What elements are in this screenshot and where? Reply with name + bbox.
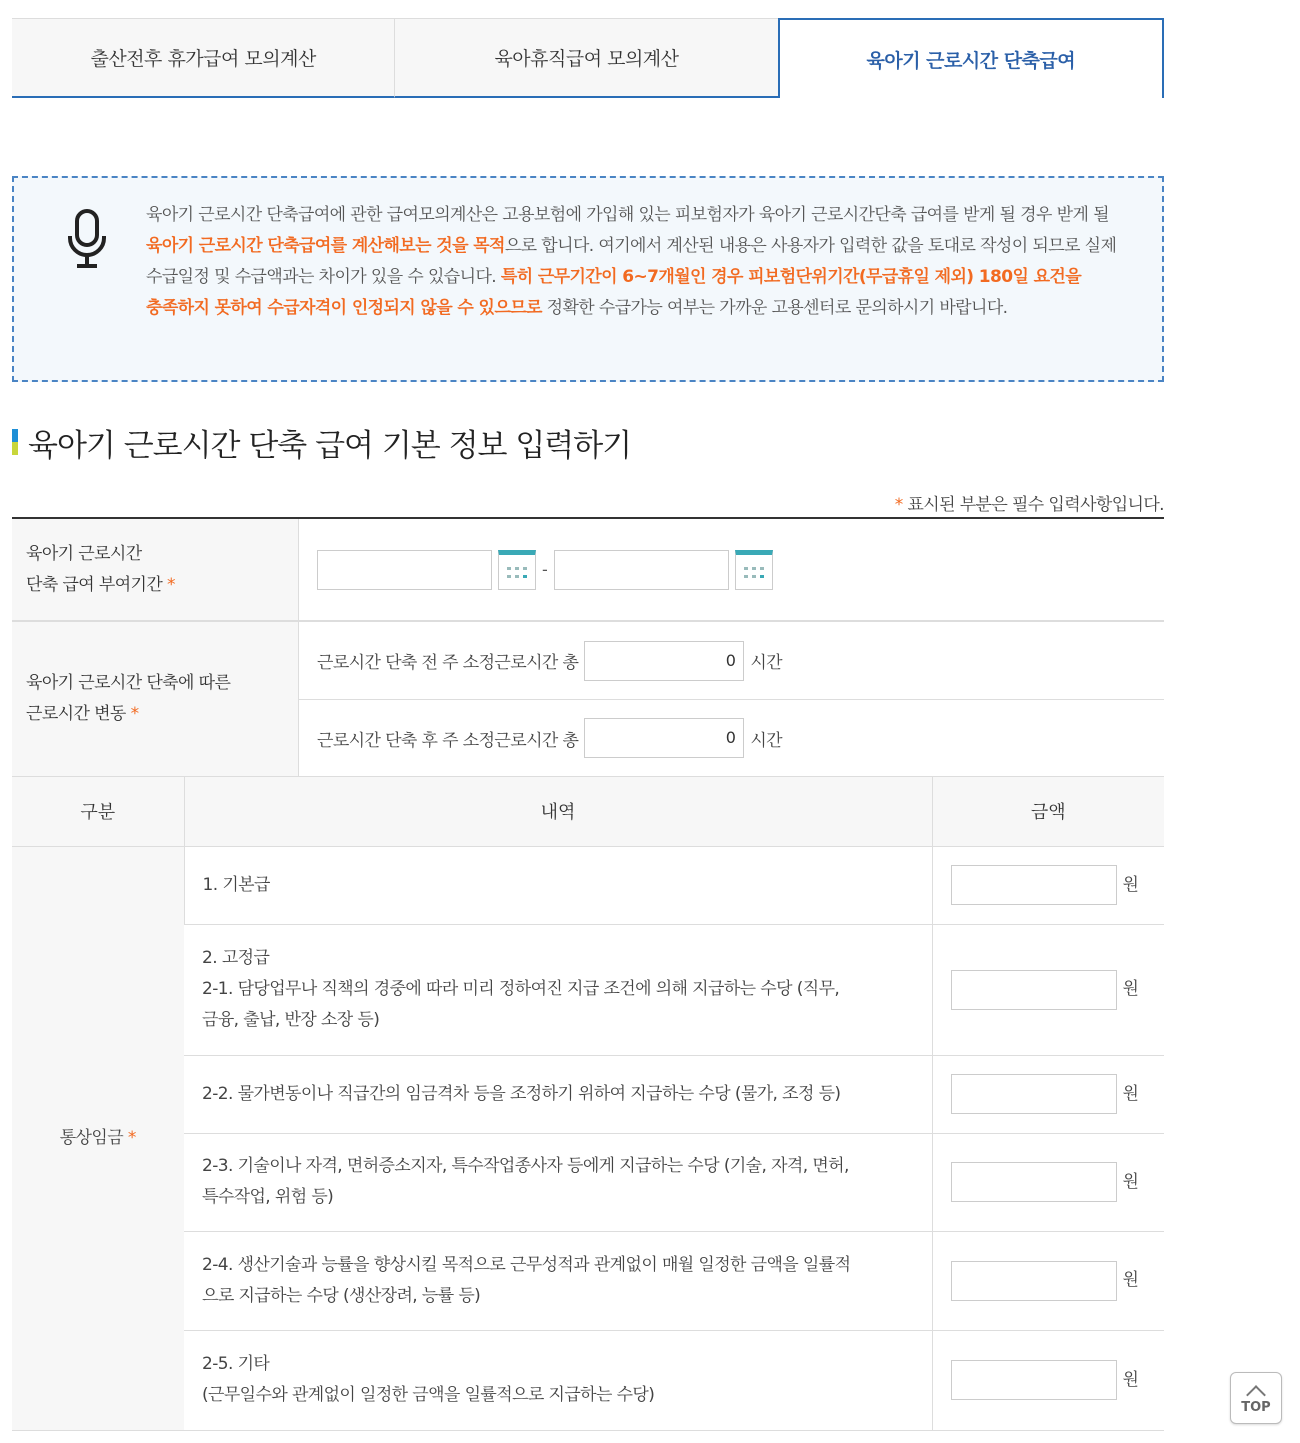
hours-before-input[interactable]: 0 [584, 641, 744, 681]
period-row: 육아기 근로시간 단축 급여 부여기간 * - [12, 519, 1164, 622]
notice-box [12, 176, 1164, 382]
wage-table [12, 777, 1164, 1431]
calendar-icon[interactable] [498, 550, 536, 590]
section-title: 육아기 근로시간 단축 급여 기본 정보 입력하기 [12, 420, 631, 464]
amount-input[interactable] [951, 1162, 1117, 1202]
scroll-top-button[interactable]: TOP [1230, 1372, 1282, 1424]
header-category: 구분 [12, 777, 184, 846]
table-header-row [12, 777, 1164, 846]
hours-after-input[interactable]: 0 [584, 718, 744, 758]
amount-input[interactable] [951, 1074, 1117, 1114]
amount-input[interactable] [951, 970, 1117, 1010]
amount-input[interactable] [951, 1261, 1117, 1301]
end-date-input[interactable] [554, 550, 729, 590]
header-amount: 금액 [932, 777, 1164, 846]
category-ordinary-wage: 통상임금 * [12, 846, 184, 1430]
basic-info-form [12, 517, 1164, 778]
hours-change-label: 육아기 근로시간 단축에 따른 근로시간 변동 * [12, 622, 299, 776]
notice-text: 육아기 근로시간 단축급여에 관한 급여모의계산은 고용보험에 가입해 있는 피보험자가 육아기 근로시간단축 급여를 받게 될 경우 받게 될 육아기 근로시간 단축급여를 계산해보는 것을 목적으로 합니다. 여기에서 계산된 내용은 사용자가 입력한 값을 토대로 작성이 되므로 실제 수급일정 및 수급액과는 차이가 있을 수 있습니다. 특히 근무기간이 6~7개월인 경우 피보험단위기간(무급휴일 제외) 180일 요건을 충족하지 못하여 수급자격이 인정되지 않을 수 있으므로 정확한 수급가능 여부는 가까운 고용센터로 문의하시기 바랍니다. [146, 205, 1117, 318]
table-row: 통상임금 * 1. 기본급 원 [12, 846, 1164, 924]
required-note: * 표시된 부분은 필수 입력사항입니다. [894, 495, 1164, 515]
table-row: 2-2. 물가변동이나 직급간의 임금격차 등을 조정하기 위하여 지급하는 수당 (물가, 조정 등) 원 [12, 1055, 1164, 1133]
calendar-icon[interactable] [735, 550, 773, 590]
tab-bar [12, 18, 1164, 98]
start-date-input[interactable] [317, 550, 492, 590]
amount-input[interactable] [951, 865, 1117, 905]
hours-change-row [12, 622, 1164, 778]
hours-before-line: 근로시간 단축 전 주 소정근로시간 총 0 시간 [317, 622, 1164, 699]
tab-parental-leave[interactable]: 육아휴직급여 모의계산 [394, 18, 777, 98]
tab-reduced-hours[interactable]: 육아기 근로시간 단축급여 [778, 18, 1164, 98]
table-row: 2-4. 생산기술과 능률을 향상시킬 목적으로 근무성적과 관계없이 매월 일정한 금액을 일률적 으로 지급하는 수당 (생산장려, 능률 등) 원 [12, 1231, 1164, 1330]
header-details: 내역 [184, 777, 932, 846]
table-row: 2. 고정급 2-1. 담당업무나 직책의 경중에 따라 미리 정하여진 지급 조건에 의해 지급하는 수당 (직무, 금융, 출납, 반장 소장 등) 원 [12, 924, 1164, 1055]
table-row: 2-5. 기타 (근무일수와 관계없이 일정한 금액을 일률적으로 지급하는 수당) 원 [12, 1330, 1164, 1430]
tab-maternity-leave[interactable]: 출산전후 휴가급여 모의계산 [12, 18, 394, 98]
hours-after-line: 근로시간 단축 후 주 소정근로시간 총 0 시간 [299, 699, 1164, 776]
period-label: 육아기 근로시간 단축 급여 부여기간 * [12, 519, 299, 620]
title-bar-icon [12, 429, 18, 455]
amount-input[interactable] [951, 1360, 1117, 1400]
table-row: 2-3. 기술이나 자격, 면허증소지자, 특수작업종사자 등에게 지급하는 수당 (기술, 자격, 면허, 특수작업, 위험 등) 원 [12, 1133, 1164, 1231]
microphone-icon [64, 208, 110, 270]
